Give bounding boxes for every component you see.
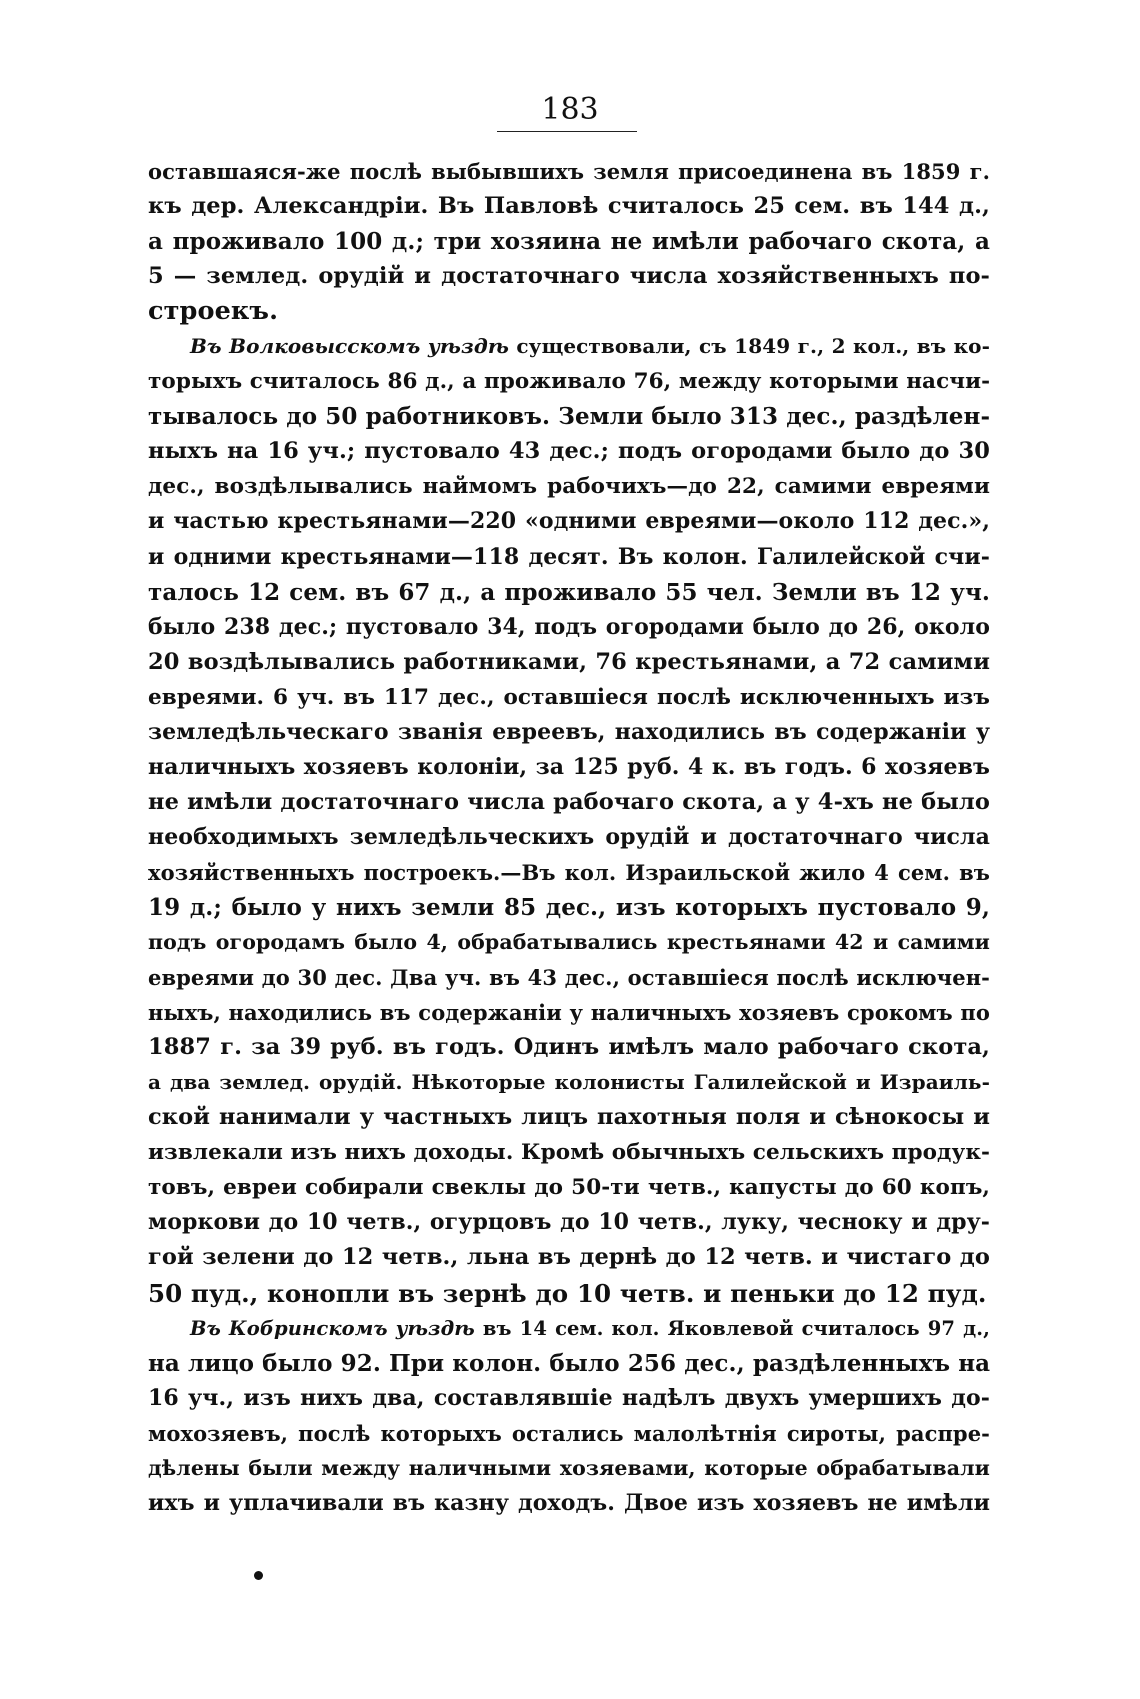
text-line: товъ, евреи собирали свеклы до 50-ти четв., капусты до 60 копъ,: [148, 1175, 990, 1201]
text-line: къ дер. Александріи. Въ Павловѣ считалось 25 сем. въ 144 д.,: [148, 193, 990, 220]
text-line: дес., воздѣлывались наймомъ рабочихъ—до 22, самими евреями: [148, 474, 990, 500]
text-line: земледѣльческаго званія евреевъ, находились въ содержаніи у: [148, 718, 990, 745]
text-line: мохозяевъ, послѣ которыхъ остались малолѣтнія сироты, распре-: [148, 1420, 990, 1446]
text-line: и одними крестьянами—118 десят. Въ колон. Галилейской счи-: [148, 543, 990, 570]
text-line: хозяйственныхъ построекъ.—Въ кол. Израильской жило 4 сем. въ: [148, 859, 990, 885]
text-line: 20 воздѣлывались работниками, 76 крестьянами, а 72 самими: [148, 648, 990, 675]
text-line: 1887 г. за 39 руб. въ годъ. Одинъ имѣлъ мало рабочаго скота,: [148, 1034, 990, 1061]
text-line: подъ огородамъ было 4, обрабатывались крестьянами 42 и самими: [148, 930, 990, 955]
text-line: Въ Волковысскомъ уѣздѣ существовали, съ 1849 г., 2 кол., въ ко-: [190, 334, 991, 359]
ink-speck: [254, 1571, 263, 1580]
section-heading-kobrin: Въ Кобринскомъ уѣздѣ: [190, 1316, 475, 1340]
text-line: тывалось до 50 работниковъ. Земли было 313 дес., раздѣлен-: [148, 403, 991, 431]
text-line: 50 пуд., конопли въ зернѣ до 10 четв. и пеньки до 12 пуд.: [148, 1278, 987, 1308]
text-line: извлекали изъ нихъ доходы. Кромѣ обычныхъ сельскихъ продук-: [148, 1140, 990, 1166]
text-line: евреями. 6 уч. въ 117 дес., оставшіеся послѣ исключенныхъ изъ: [148, 684, 990, 710]
text-line: наличныхъ хозяевъ колоніи, за 125 руб. 4 к. въ годъ. 6 хозяевъ: [148, 753, 990, 780]
text-line: 5 — землед. орудій и достаточнаго числа хозяйственныхъ по-: [148, 263, 990, 290]
text-line: и частью крестьянами—220 «одними евреями—около 112 дес.»,: [148, 508, 990, 535]
text-line: строекъ.: [148, 296, 279, 327]
text-line: ныхъ на 16 уч.; пустовало 43 дес.; подъ огородами было до 30: [148, 438, 990, 465]
text-line: было 238 дес.; пустовало 34, подъ огородами было до 26, около: [148, 613, 990, 640]
text-line: не имѣли достаточнаго числа рабочаго скота, а у 4-хъ не было: [148, 788, 990, 815]
text-line: евреями до 30 дес. Два уч. въ 43 дес., оставшіеся послѣ исключен-: [148, 965, 990, 991]
text-line: моркови до 10 четв., огурцовъ до 10 четв., луку, чесноку и дру-: [148, 1209, 990, 1236]
text-line: Въ Кобринскомъ уѣздѣ въ 14 сем. кол. Яковлевой считалось 97 д.,: [190, 1316, 991, 1340]
text-line: дѣлены были между наличными хозяевами, которые обрабатывали: [148, 1455, 990, 1480]
paragraph-1: [148, 154, 990, 329]
paragraph-3: [148, 1311, 990, 1521]
text-line: а два землед. орудій. Нѣкоторые колонисты Галилейской и Израиль-: [148, 1070, 990, 1095]
text-line: торыхъ считалось 86 д., а проживало 76, между которыми насчи-: [148, 369, 991, 395]
text-line: а проживало 100 д.; три хозяина не имѣли рабочаго скота, а: [148, 228, 990, 256]
paragraph-2: [148, 329, 990, 1310]
text-line: ской нанимали у частныхъ лицъ пахотныя поля и сѣнокосы и: [148, 1104, 990, 1131]
text-line: 19 д.; было у нихъ земли 85 дес., изъ которыхъ пустовало 9,: [148, 893, 990, 921]
text-line: на лицо было 92. При колон. было 256 дес., раздѣленныхъ на: [148, 1349, 991, 1377]
header-rule: [497, 131, 637, 132]
text-line: гой зелени до 12 четв., льна въ дернѣ до 12 четв. и чистаго до: [148, 1244, 990, 1271]
page-number: 183: [541, 92, 599, 127]
section-heading-volkovysk: Въ Волковысскомъ уѣздѣ: [190, 334, 509, 359]
text-line: 16 уч., изъ нихъ два, составлявшіе надѣлъ двухъ умершихъ до-: [148, 1384, 990, 1411]
text-line: ихъ и уплачивали въ казну доходъ. Двое изъ хозяевъ не имѣли: [148, 1489, 990, 1516]
body-text: [148, 154, 990, 1521]
text-line: необходимыхъ земледѣльческихъ орудій и достаточнаго числа: [148, 823, 990, 850]
text-line: ныхъ, находились въ содержаніи у наличныхъ хозяевъ срокомъ по: [148, 1000, 990, 1026]
text-line: оставшаяся-же послѣ выбывшихъ земля присоединена въ 1859 г.: [148, 159, 990, 184]
text-line: талось 12 сем. въ 67 д., а проживало 55 чел. Земли въ 12 уч.: [148, 578, 990, 606]
